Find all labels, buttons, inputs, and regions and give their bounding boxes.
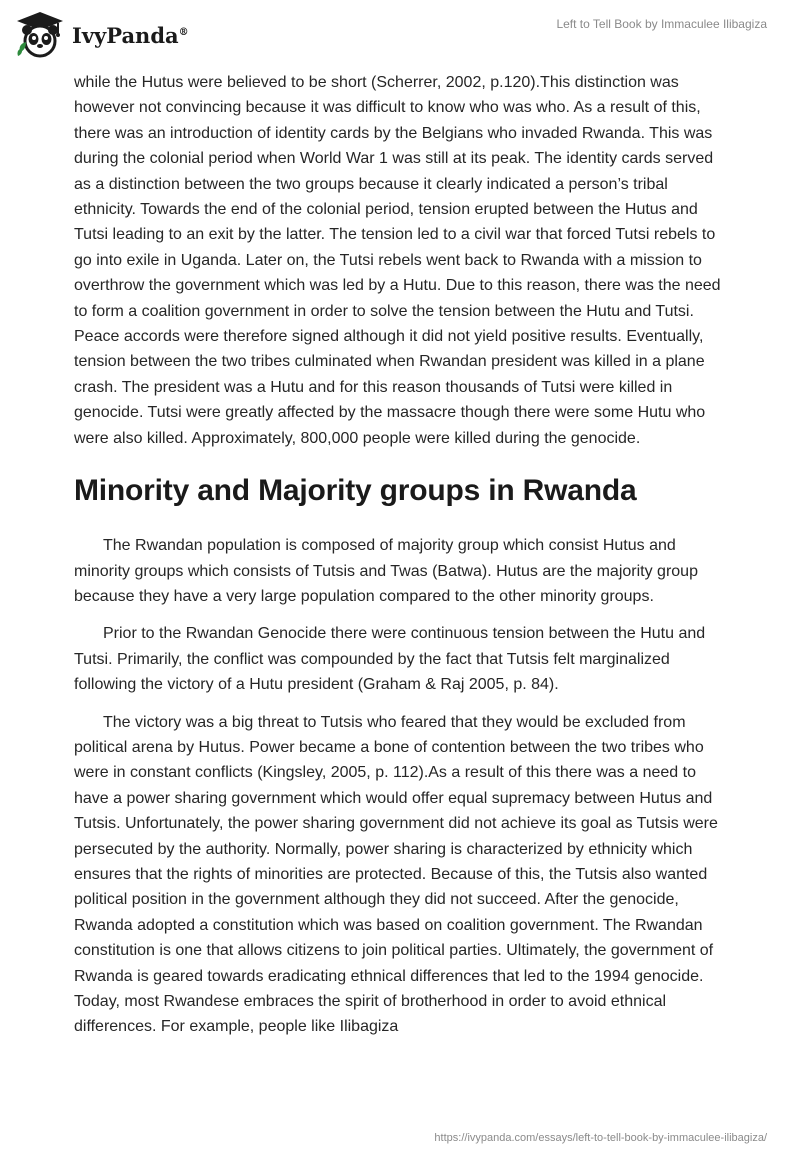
intro-paragraph: while the Hutus were believed to be short (Scherrer, 2002, p.120).This distinction was however not convincing because it was difficult to know who was who. As a result of this, there was an introduction of identity cards by the Belgians who invaded Rwanda. This was during the colonial period when World War 1 was still at its peak. The identity cards served as a distinction between the two groups because it clearly indicated a person’s tribal ethnicity. Towards the end of the colonial period, tension erupted between the Hutus and Tutsi leading to an exit by the latter. The tension led to a civil war that forced Tutsi rebels to go into exile in Uganda. Later on, the Tutsi rebels went back to Rwanda with a mission to overthrow the government which was led by a Hutu. Due to this reason, there was the need to form a coalition government in order to solve the tension between the Hutu and Tutsi. Peace accords were therefore signed although it did not yield positive results. Eventually, tension between the two tribes culminated when Rwandan president was killed in a plane crash. The president was a Hutu and for this reason thousands of Tutsi were killed in genocide. Tutsi were greatly affected by the massacre though there were some Hutu who were also killed. Approximately, 800,000 people were killed during the genocide. bbox=[74, 74, 721, 447]
body-paragraph: The Rwandan population is composed of majority group which consist Hutus and minority groups which consists of Tutsis and Twas (Batwa). Hutus are the majority group because they have a very large population compared to the other minority groups. bbox=[74, 537, 698, 605]
body-paragraph: Prior to the Rwandan Genocide there were continuous tension between the Hutu and Tutsi. Primarily, the conflict was compounded by the fact that Tutsis felt marginalized following the victory of a Hutu president (Graham & Raj 2005, p. 84). bbox=[74, 625, 706, 694]
source-url[interactable]: https://ivypanda.com/essays/left-to-tell-book-by-immaculee-ilibagiza/ bbox=[434, 1132, 767, 1144]
body-paragraph: The victory was a big threat to Tutsis who feared that they would be excluded from political arena by Hutus. Power became a bone of contention between the two tribes who were in constant conflicts (Kingsley, 2005, p. 112).As a result of this there was a need to have a power sharing government which would offer equal supremacy between Hutus and Tutsis. Unfortunately, the power sharing government did not achieve its goal as Tutsis were persecuted by the authority. Normally, power sharing is characterized by ethnicity which ensures that the rights of minorities are protected. Because of this, the Tutsis also wanted political position in the government although they did not succeed. After the genocide, Rwanda adopted a constitution which was based on coalition government. The Rwandan constitution is one that allows citizens to join political parties. Ultimately, the government of Rwanda is geared towards eradicating ethnical differences that led to the 1994 genocide. Today, most Rwandese embraces the spirit of brotherhood in order to avoid ethnical differences. For example, people like Ilibagiza bbox=[74, 713, 718, 1036]
ivypanda-logo[interactable] bbox=[14, 8, 189, 60]
logo-text: IvyPanda® bbox=[72, 22, 189, 48]
panda-graduate-icon bbox=[14, 8, 66, 60]
page-header bbox=[0, 0, 800, 70]
section-heading: Minority and Majority groups in Rwanda bbox=[74, 474, 637, 508]
document-title: Left to Tell Book by Immaculee Ilibagiza bbox=[556, 17, 767, 31]
essay-content bbox=[74, 70, 734, 1052]
